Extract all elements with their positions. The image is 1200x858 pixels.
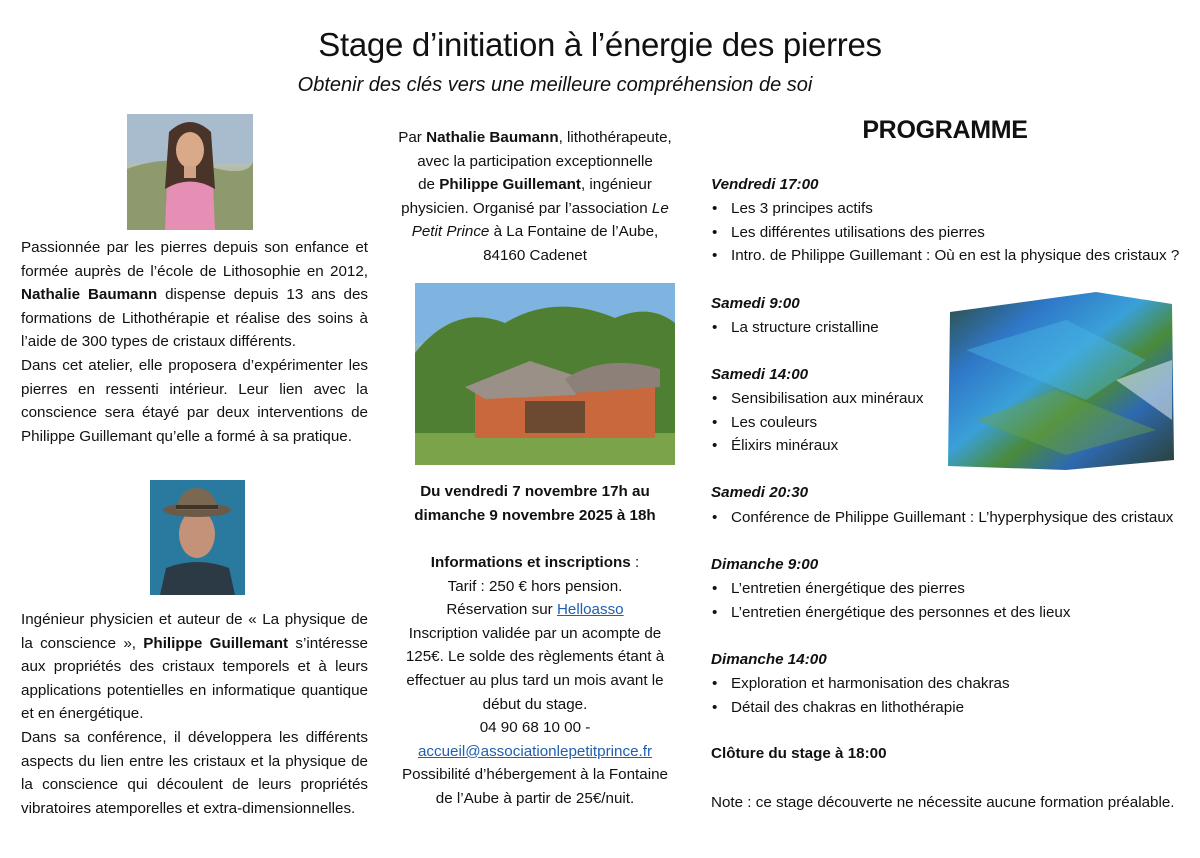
day-label-dimanche-9: Dimanche 9:00 <box>711 556 819 573</box>
list-item: • Conférence de Philippe Guillemant : L’hyperphysique des cristaux <box>711 506 1173 530</box>
day-label-samedi-2030: Samedi 20:30 <box>711 484 809 501</box>
bio-nathalie <box>21 236 368 448</box>
list-item: • La structure cristalline <box>711 316 879 340</box>
list-item: • L’entretien énergétique des personnes et des lieux <box>711 601 1070 625</box>
bio-nathalie-paragraph-1: Passionnée par les pierres depuis son enfance et formée auprès de l’école de Lithosophie en 2012, Nathalie Baumann dispense depuis 13 ans des formations de Lithothérapie et réalise des soins à l’aide de 300 types de cristaux différents. <box>21 239 369 351</box>
list-item: • Élixirs minéraux <box>711 434 923 458</box>
photo-philippe-guillemant <box>150 480 245 595</box>
programme-note: Note : ce stage découverte ne nécessite aucune formation préalable. <box>711 794 1175 811</box>
name-nathalie: Nathalie Baumann <box>21 286 158 304</box>
day-items-dimanche-9 <box>711 577 1070 624</box>
list-item: • Les différentes utilisations des pierres <box>711 221 1179 245</box>
info-registration: Informations et inscriptions : Tarif : 250 € hors pension. Réservation sur Helloasso Inscription validée par un acompte de 125€. Le solde des règlements étant à effectuer au plus tard un mois avant le début du stage. 04 90 68 10 00 - accueil@associationlepetitprince.fr Possibilité d’hébergement à la Fontaine de l’Aube à partir de 25€/nuit. <box>390 551 680 811</box>
page-subtitle: Obtenir des clés vers une meilleure compréhension de soi <box>297 74 813 96</box>
bio-philippe-paragraph-1: Ingénieur physicien et auteur de « La physique de la conscience », Philippe Guillemant s’intéresse aux propriétés des cristaux temporels et à leurs applications potentielles en informatique quantique et en énergétique. <box>21 611 368 723</box>
helloasso-link[interactable]: Helloasso <box>556 601 624 619</box>
day-label-samedi-9: Samedi 9:00 <box>711 295 800 312</box>
event-dates: Du vendredi 7 novembre 17h au dimanche 9 novembre 2025 à 18h <box>414 483 656 524</box>
list-item: • Les couleurs <box>711 411 923 435</box>
day-label-vendredi-17: Vendredi 17:00 <box>711 176 819 193</box>
list-item: • Détail des chakras en lithothérapie <box>711 696 1010 720</box>
day-items-dimanche-14 <box>711 672 1010 719</box>
page-title: Stage d’initiation à l’énergie des pierres <box>318 26 882 63</box>
bio-nathalie-paragraph-2: Dans cet atelier, elle proposera d’expérimenter les pierres en ressenti intérieur. Leur lien avec la conscience sera étayé par deux interventions de Philippe Guillemant qu’elle a formé à sa pratique. <box>21 356 368 445</box>
closing-time: Clôture du stage à 18:00 <box>711 745 887 762</box>
info-heading: Informations et inscriptions <box>430 554 631 571</box>
name-philippe: Philippe Guillemant <box>143 634 289 652</box>
day-items-samedi-9 <box>711 316 879 340</box>
email-link[interactable]: accueil@associationlepetitprince.fr <box>417 742 653 760</box>
day-label-dimanche-14: Dimanche 14:00 <box>711 651 827 668</box>
photo-venue-building <box>415 283 675 465</box>
phone-number: 04 90 68 10 00 - <box>479 719 591 737</box>
list-item: • Sensibilisation aux minéraux <box>711 387 923 411</box>
list-item: • L’entretien énergétique des pierres <box>711 577 1070 601</box>
bio-philippe-paragraph-2: Dans sa conférence, il développera les différents aspects du lien entre les cristaux et la physique de la conscience qui découlent de leurs propriétés vibratoires atemporelles et extra-dimensionnelles. <box>21 728 368 817</box>
day-label-samedi-14: Samedi 14:00 <box>711 366 809 383</box>
day-items-samedi-2030 <box>711 506 1173 530</box>
list-item: • Intro. de Philippe Guillemant : Où en est la physique des cristaux ? <box>711 244 1179 268</box>
list-item: • Les 3 principes actifs <box>711 197 1179 221</box>
day-items-samedi-14 <box>711 387 923 458</box>
list-item: • Exploration et harmonisation des chakras <box>711 672 1010 696</box>
organizer-intro: Par Nathalie Baumann, lithothérapeute, avec la participation exceptionnelle de Philippe Guillemant, ingénieur physicien. Organisé par l’association Le Petit Prince à La Fontaine de l’Aube, 84160 Cadenet <box>398 129 672 264</box>
day-items-vendredi-17 <box>711 197 1179 268</box>
programme-title: PROGRAMME <box>862 116 1028 144</box>
photo-nathalie-baumann <box>127 114 253 230</box>
photo-labradorite-stone <box>946 290 1176 472</box>
bio-philippe <box>21 608 368 820</box>
tarif: Tarif : 250 € hors pension. <box>447 577 623 595</box>
